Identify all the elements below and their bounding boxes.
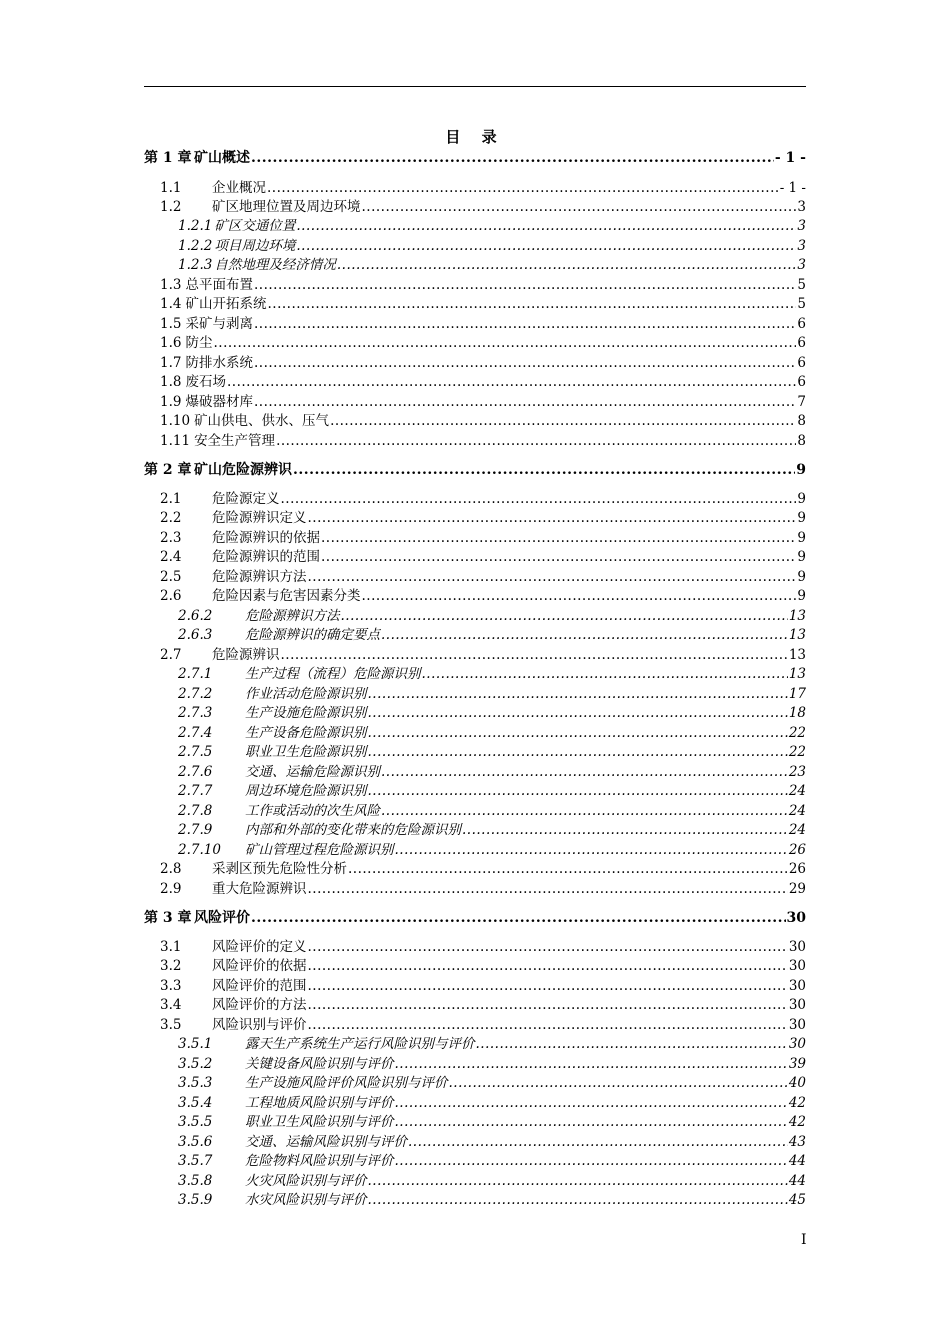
toc-entry-title: 职业卫生危险源识别 bbox=[245, 744, 367, 760]
toc-entry-title: 危险源定义 bbox=[212, 491, 280, 507]
toc-chapter-entry[interactable] bbox=[144, 147, 806, 167]
toc-entry-number: 2.7.2 bbox=[178, 686, 213, 702]
toc-entry[interactable] bbox=[144, 1131, 806, 1151]
toc-entry-number: 2.5 bbox=[160, 569, 182, 585]
toc-entry-title: 火灾风险识别与评价 bbox=[245, 1173, 367, 1189]
toc-entry-title: 生产设施风险评价风险识别与评价 bbox=[245, 1075, 448, 1091]
toc-entry-number: 第 3 章 bbox=[144, 910, 192, 926]
toc-entry-page: 30 bbox=[786, 910, 806, 926]
toc-entry-title: 生产设备危险源识别 bbox=[245, 725, 367, 741]
toc-entry-number: 1.8 bbox=[160, 374, 182, 390]
toc-leader-dots bbox=[254, 277, 796, 294]
toc-title: 目 录 bbox=[445, 128, 505, 146]
toc-entry[interactable] bbox=[144, 274, 806, 294]
toc-entry-title: 露天生产系统生产运行风险识别与评价 bbox=[245, 1036, 475, 1052]
toc-entry-title: 风险识别与评价 bbox=[212, 1017, 307, 1033]
toc-entry[interactable] bbox=[144, 741, 806, 761]
toc-entry-number: 1.5 bbox=[160, 316, 182, 332]
toc-entry[interactable] bbox=[144, 488, 806, 508]
toc-leader-dots bbox=[308, 997, 788, 1014]
toc-entry[interactable] bbox=[144, 761, 806, 781]
toc-entry-number: 3.4 bbox=[160, 997, 182, 1013]
toc-entry-number: 1.2 bbox=[160, 199, 182, 215]
toc-entry-number: 1.1 bbox=[160, 180, 182, 196]
toc-entry-title: 爆破器材库 bbox=[185, 394, 253, 410]
toc-leader-dots bbox=[368, 1192, 788, 1209]
toc-entry-page: 9 bbox=[797, 549, 806, 565]
toc-leader-dots bbox=[308, 958, 788, 975]
table-of-contents bbox=[144, 0, 806, 1344]
toc-entry-title: 重大危险源辨识 bbox=[212, 881, 307, 897]
toc-entry-page: 22 bbox=[788, 725, 806, 741]
toc-leader-dots bbox=[368, 725, 788, 742]
toc-entry-page: 40 bbox=[788, 1075, 806, 1091]
toc-leader-dots bbox=[422, 666, 788, 683]
toc-leader-dots bbox=[296, 218, 796, 235]
toc-entry-number: 2.7.8 bbox=[178, 803, 213, 819]
toc-entry[interactable] bbox=[144, 585, 806, 605]
toc-entry-title: 生产设施危险源识别 bbox=[245, 705, 367, 721]
toc-entry-title: 交通、运输风险识别与评价 bbox=[245, 1134, 407, 1150]
toc-entry[interactable] bbox=[144, 800, 806, 820]
toc-entry[interactable] bbox=[144, 1072, 806, 1092]
toc-entry-page: 6 bbox=[797, 316, 806, 332]
toc-leader-dots bbox=[476, 1036, 788, 1053]
toc-leader-dots bbox=[348, 861, 788, 878]
toc-entry-title: 防排水系统 bbox=[185, 355, 253, 371]
toc-leader-dots bbox=[308, 510, 797, 527]
toc-entry-title: 项目周边环境 bbox=[214, 238, 296, 254]
toc-entry-title: 风险评价的定义 bbox=[212, 939, 307, 955]
toc-leader-dots bbox=[362, 199, 797, 216]
toc-leader-dots bbox=[308, 939, 788, 956]
toc-entry-page: 42 bbox=[788, 1095, 806, 1111]
toc-entry[interactable] bbox=[144, 994, 806, 1014]
toc-entry[interactable] bbox=[144, 936, 806, 956]
toc-leader-dots bbox=[381, 627, 788, 644]
toc-leader-dots bbox=[267, 180, 779, 197]
toc-entry-title: 危险源辨识的确定要点 bbox=[245, 627, 380, 643]
toc-entry-title: 交通、运输危险源识别 bbox=[245, 764, 380, 780]
toc-leader-dots bbox=[362, 588, 797, 605]
toc-entry-number: 第 2 章 bbox=[144, 462, 192, 478]
toc-leader-dots bbox=[254, 316, 796, 333]
toc-entry[interactable] bbox=[144, 566, 806, 586]
toc-entry-number: 2.6.3 bbox=[178, 627, 213, 643]
toc-entry[interactable] bbox=[144, 430, 806, 450]
page-number: I bbox=[801, 1232, 807, 1248]
toc-entry-number: 2.7.10 bbox=[178, 842, 221, 858]
toc-entry[interactable] bbox=[144, 858, 806, 878]
toc-leader-dots bbox=[368, 744, 788, 761]
toc-entry-page: 3 bbox=[797, 257, 806, 273]
toc-entry-title: 工程地质风险识别与评价 bbox=[245, 1095, 394, 1111]
toc-entry-title: 危险源辨识的范围 bbox=[212, 549, 320, 565]
toc-entry[interactable] bbox=[144, 702, 806, 722]
toc-entry-number: 1.4 bbox=[160, 296, 182, 312]
toc-leader-dots bbox=[254, 394, 796, 411]
toc-leader-dots bbox=[395, 1114, 788, 1131]
toc-entry-number: 2.3 bbox=[160, 530, 182, 546]
toc-entry-page: 9 bbox=[797, 510, 806, 526]
toc-entry-title: 矿区交通位置 bbox=[214, 218, 296, 234]
toc-entry-page: 3 bbox=[797, 218, 806, 234]
toc-entry-number: 2.9 bbox=[160, 881, 182, 897]
toc-entry-title: 矿山供电、供水、压气 bbox=[194, 413, 330, 429]
toc-leader-dots bbox=[381, 803, 788, 820]
toc-entry-page: 30 bbox=[788, 997, 806, 1013]
toc-entry-number: 1.11 bbox=[160, 433, 191, 449]
toc-entry-title: 采矿与剥离 bbox=[185, 316, 253, 332]
toc-entry-page: 24 bbox=[788, 822, 806, 838]
toc-entry[interactable] bbox=[144, 546, 806, 566]
toc-leader-dots bbox=[321, 549, 796, 566]
toc-entry-number: 2.7.9 bbox=[178, 822, 213, 838]
toc-entry[interactable] bbox=[144, 1092, 806, 1112]
toc-entry-title: 矿山管理过程危险源识别 bbox=[245, 842, 394, 858]
toc-entry-page: 13 bbox=[788, 666, 806, 682]
toc-entry-page: 8 bbox=[797, 413, 806, 429]
toc-entry-title: 危险物料风险识别与评价 bbox=[245, 1153, 394, 1169]
toc-entry[interactable] bbox=[144, 1189, 806, 1209]
toc-entry-number: 1.2.1 bbox=[178, 218, 213, 234]
toc-entry[interactable] bbox=[144, 683, 806, 703]
toc-entry-title: 防尘 bbox=[185, 335, 213, 351]
toc-entry[interactable] bbox=[144, 293, 806, 313]
toc-entry-page: 7 bbox=[797, 394, 806, 410]
toc-entry-page: 29 bbox=[788, 881, 806, 897]
toc-leader-dots bbox=[251, 150, 774, 167]
toc-entry[interactable] bbox=[144, 352, 806, 372]
toc-entry-number: 1.3 bbox=[160, 277, 182, 293]
toc-entry-number: 3.5.6 bbox=[178, 1134, 213, 1150]
toc-leader-dots bbox=[281, 491, 797, 508]
toc-entry-number: 3.3 bbox=[160, 978, 182, 994]
toc-entry-title: 危险源辨识 bbox=[212, 647, 280, 663]
toc-entry-page: 3 bbox=[797, 238, 806, 254]
toc-entry[interactable] bbox=[144, 391, 806, 411]
toc-entry-page: 43 bbox=[788, 1134, 806, 1150]
toc-leader-dots bbox=[341, 608, 788, 625]
toc-entry-page: 22 bbox=[788, 744, 806, 760]
toc-entry-page: 8 bbox=[797, 433, 806, 449]
toc-entry-title: 作业活动危险源识别 bbox=[245, 686, 367, 702]
toc-entry-title: 总平面布置 bbox=[185, 277, 253, 293]
toc-entry-title: 内部和外部的变化带来的危险源识别 bbox=[245, 822, 461, 838]
toc-leader-dots bbox=[368, 1173, 788, 1190]
toc-entry-title: 风险评价 bbox=[194, 910, 250, 926]
toc-entry[interactable] bbox=[144, 1170, 806, 1190]
toc-entry-number: 3.5.1 bbox=[178, 1036, 213, 1052]
toc-entry-number: 2.2 bbox=[160, 510, 182, 526]
toc-entry[interactable] bbox=[144, 780, 806, 800]
toc-entry-number: 3.5.7 bbox=[178, 1153, 213, 1169]
toc-entry-page: - 1 - bbox=[774, 150, 806, 166]
toc-entry[interactable] bbox=[144, 839, 806, 859]
toc-entry[interactable] bbox=[144, 1111, 806, 1131]
toc-entry-title: 企业概况 bbox=[212, 180, 266, 196]
toc-entry-number: 3.5.2 bbox=[178, 1056, 213, 1072]
toc-entry-page: 30 bbox=[788, 1036, 806, 1052]
toc-entry-page: 5 bbox=[797, 277, 806, 293]
toc-leader-dots bbox=[308, 569, 797, 586]
toc-entry-title: 矿山概述 bbox=[194, 150, 250, 166]
toc-entry-number: 3.5.9 bbox=[178, 1192, 213, 1208]
toc-entry[interactable] bbox=[144, 507, 806, 527]
toc-entry-number: 2.7.3 bbox=[178, 705, 213, 721]
toc-entry-title: 自然地理及经济情况 bbox=[214, 257, 336, 273]
toc-entry-number: 3.5.4 bbox=[178, 1095, 213, 1111]
toc-entry-number: 第 1 章 bbox=[144, 150, 192, 166]
toc-chapter-entry[interactable] bbox=[144, 459, 806, 479]
toc-entry-number: 2.6.2 bbox=[178, 608, 213, 624]
toc-entry-title: 职业卫生风险识别与评价 bbox=[245, 1114, 394, 1130]
toc-entry-page: 45 bbox=[788, 1192, 806, 1208]
toc-entry-number: 2.8 bbox=[160, 861, 182, 877]
toc-leader-dots bbox=[368, 686, 788, 703]
toc-entry-page: 13 bbox=[788, 608, 806, 624]
toc-entry[interactable] bbox=[144, 819, 806, 839]
toc-entry-title: 关键设备风险识别与评价 bbox=[245, 1056, 394, 1072]
toc-entry[interactable] bbox=[144, 235, 806, 255]
toc-entry-page: 17 bbox=[788, 686, 806, 702]
toc-leader-dots bbox=[462, 822, 788, 839]
toc-entry[interactable] bbox=[144, 254, 806, 274]
toc-entry-number: 1.10 bbox=[160, 413, 191, 429]
toc-entry[interactable] bbox=[144, 975, 806, 995]
toc-entry-number: 3.5.8 bbox=[178, 1173, 213, 1189]
toc-chapter-entry[interactable] bbox=[144, 907, 806, 927]
toc-entry-number: 3.5.3 bbox=[178, 1075, 213, 1091]
toc-leader-dots bbox=[408, 1134, 788, 1151]
toc-entry-title: 矿区地理位置及周边环境 bbox=[212, 199, 361, 215]
toc-leader-dots bbox=[267, 296, 796, 313]
toc-leader-dots bbox=[308, 881, 788, 898]
toc-leader-dots bbox=[276, 433, 796, 450]
toc-entry[interactable] bbox=[144, 215, 806, 235]
toc-entry-page: 9 bbox=[797, 491, 806, 507]
toc-entry-page: 26 bbox=[788, 861, 806, 877]
toc-entry-page: 44 bbox=[788, 1153, 806, 1169]
toc-leader-dots bbox=[227, 374, 796, 391]
toc-entry[interactable] bbox=[144, 313, 806, 333]
toc-entry-title: 矿山开拓系统 bbox=[185, 296, 267, 312]
toc-entry-title: 矿山危险源辨识 bbox=[194, 462, 292, 478]
toc-entry[interactable] bbox=[144, 605, 806, 625]
toc-leader-dots bbox=[308, 978, 788, 995]
toc-leader-dots bbox=[281, 647, 788, 664]
toc-leader-dots bbox=[395, 842, 788, 859]
toc-entry-page: 9 bbox=[797, 588, 806, 604]
toc-entry[interactable] bbox=[144, 1150, 806, 1170]
toc-entry-number: 3.2 bbox=[160, 958, 182, 974]
toc-entry-title: 危险源辨识定义 bbox=[212, 510, 307, 526]
toc-entry-number: 3.5.5 bbox=[178, 1114, 213, 1130]
toc-entry-number: 1.2.3 bbox=[178, 257, 213, 273]
toc-entry-number: 2.7.7 bbox=[178, 783, 213, 799]
toc-leader-dots bbox=[213, 335, 796, 352]
toc-entry-page: 9 bbox=[797, 569, 806, 585]
toc-entry-page: 30 bbox=[788, 1017, 806, 1033]
toc-entry-page: 24 bbox=[788, 803, 806, 819]
toc-entry-page: 23 bbox=[788, 764, 806, 780]
toc-entry-title: 周边环境危险源识别 bbox=[245, 783, 367, 799]
toc-entry[interactable] bbox=[144, 644, 806, 664]
toc-entry-title: 安全生产管理 bbox=[194, 433, 276, 449]
toc-entry-title: 风险评价的范围 bbox=[212, 978, 307, 994]
toc-entry-number: 3.5 bbox=[160, 1017, 182, 1033]
toc-entry-number: 3.1 bbox=[160, 939, 182, 955]
toc-leader-dots bbox=[337, 257, 797, 274]
toc-entry-page: 6 bbox=[797, 374, 806, 390]
toc-leader-dots bbox=[321, 530, 796, 547]
toc-entry-page: 6 bbox=[797, 335, 806, 351]
toc-entry-title: 危险源辨识方法 bbox=[245, 608, 340, 624]
toc-entry-number: 1.9 bbox=[160, 394, 182, 410]
toc-entry-page: 30 bbox=[788, 978, 806, 994]
toc-leader-dots bbox=[381, 764, 788, 781]
toc-entry[interactable] bbox=[144, 878, 806, 898]
toc-leader-dots bbox=[254, 355, 796, 372]
toc-entry-title: 生产过程（流程）危险源识别 bbox=[245, 666, 421, 682]
toc-leader-dots bbox=[449, 1075, 788, 1092]
toc-entry-page: 26 bbox=[788, 842, 806, 858]
toc-leader-dots bbox=[308, 1017, 788, 1034]
toc-leader-dots bbox=[368, 705, 788, 722]
toc-entry-page: 9 bbox=[796, 462, 806, 478]
toc-entry[interactable] bbox=[144, 624, 806, 644]
toc-entry[interactable] bbox=[144, 663, 806, 683]
toc-entry[interactable] bbox=[144, 527, 806, 547]
toc-entry-number: 2.7.5 bbox=[178, 744, 213, 760]
toc-entry[interactable] bbox=[144, 722, 806, 742]
toc-leader-dots bbox=[296, 238, 796, 255]
toc-entry[interactable] bbox=[144, 1033, 806, 1053]
toc-entry[interactable] bbox=[144, 410, 806, 430]
toc-entry-page: 42 bbox=[788, 1114, 806, 1130]
toc-entry-number: 2.7 bbox=[160, 647, 182, 663]
toc-entry-page: 13 bbox=[788, 627, 806, 643]
toc-entry[interactable] bbox=[144, 177, 806, 197]
toc-entry-title: 风险评价的方法 bbox=[212, 997, 307, 1013]
toc-leader-dots bbox=[395, 1095, 788, 1112]
toc-entry-page: 18 bbox=[788, 705, 806, 721]
toc-entry-page: 30 bbox=[788, 939, 806, 955]
toc-entry-title: 风险评价的依据 bbox=[212, 958, 307, 974]
toc-entry-page: 44 bbox=[788, 1173, 806, 1189]
toc-leader-dots bbox=[330, 413, 796, 430]
toc-entry-number: 2.4 bbox=[160, 549, 182, 565]
toc-entry-number: 2.7.1 bbox=[178, 666, 213, 682]
toc-entry-title: 危险源辨识方法 bbox=[212, 569, 307, 585]
toc-entry[interactable] bbox=[144, 196, 806, 216]
toc-entry-page: 5 bbox=[797, 296, 806, 312]
toc-entry-page: 39 bbox=[788, 1056, 806, 1072]
toc-entry-title: 废石场 bbox=[185, 374, 226, 390]
toc-entry-number: 1.2.2 bbox=[178, 238, 213, 254]
toc-entry-page: 3 bbox=[797, 199, 806, 215]
toc-entry-number: 2.7.4 bbox=[178, 725, 213, 741]
toc-leader-dots bbox=[368, 783, 788, 800]
toc-entry-number: 2.1 bbox=[160, 491, 182, 507]
toc-leader-dots bbox=[293, 462, 795, 479]
toc-entry-title: 危险源辨识的依据 bbox=[212, 530, 320, 546]
toc-entry-title: 水灾风险识别与评价 bbox=[245, 1192, 367, 1208]
toc-entry-number: 2.6 bbox=[160, 588, 182, 604]
toc-leader-dots bbox=[251, 910, 786, 927]
toc-entry[interactable] bbox=[144, 1014, 806, 1034]
toc-entry-page: 9 bbox=[797, 530, 806, 546]
toc-entry[interactable] bbox=[144, 332, 806, 352]
toc-entry-number: 1.7 bbox=[160, 355, 182, 371]
toc-entry-page: - 1 - bbox=[779, 180, 806, 196]
toc-entry[interactable] bbox=[144, 1053, 806, 1073]
toc-entry-title: 采剥区预先危险性分析 bbox=[212, 861, 347, 877]
toc-entry[interactable] bbox=[144, 371, 806, 391]
toc-entry-page: 30 bbox=[788, 958, 806, 974]
toc-entry-page: 13 bbox=[788, 647, 806, 663]
toc-entry[interactable] bbox=[144, 955, 806, 975]
toc-entry-number: 2.7.6 bbox=[178, 764, 213, 780]
toc-leader-dots bbox=[395, 1056, 788, 1073]
toc-entry-page: 24 bbox=[788, 783, 806, 799]
toc-entry-number: 1.6 bbox=[160, 335, 182, 351]
toc-entry-title: 工作或活动的次生风险 bbox=[245, 803, 380, 819]
toc-entry-page: 6 bbox=[797, 355, 806, 371]
toc-leader-dots bbox=[395, 1153, 788, 1170]
toc-entry-title: 危险因素与危害因素分类 bbox=[212, 588, 361, 604]
